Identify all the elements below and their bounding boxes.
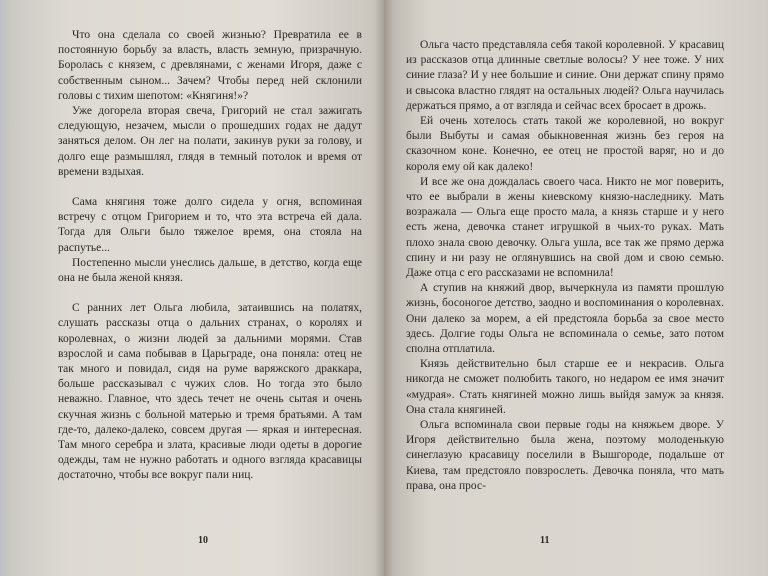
section-break (58, 180, 362, 195)
section-break (58, 286, 362, 301)
paragraph: Ольга часто представляла себя такой королевной. У красавиц из рассказов отца длинные светлые волосы? У нее тоже. У них синие глаза? И у нее большие и синие. Они держат спину прямо и свысока властно глядят на остальных людей? Ольга научилась держаться прямо, а от взгляда и сейчас всех бросает в дрожь. (406, 39, 724, 112)
book-gutter (374, 0, 394, 576)
paragraph: Уже догорела вторая свеча, Григорий не стал зажигать следующую, незачем, мысли о прошедших годах не дадут заняться делом. Он лег на полати, закинув руки за голову, и долго еще размышлял, глядя в темный потолок и время от времени вздыхая. (58, 105, 362, 178)
paragraph: Ольга вспоминала свои первые годы на княжьем дворе. У Игоря действительно была жена, поэтому молоденькую синеглазую красавицу поселили в Вышгороде, подальше от Киева, там предстояло повзрослеть. Девочка поняла, что мать права, она прос- (406, 419, 724, 492)
paragraph: Постепенно мысли унеслись дальше, в детство, когда еще она не была женой князя. (58, 256, 362, 285)
paragraph: И все же она дождалась своего часа. Никто не мог поверить, что ее выбрали в жены киевскому князю-наследнику. Мать возражала — Ольга еще просто мала, а князь старше и у него есть жена, девочка станет игрушкой в чьих-то руках. Мать плохо знала свою девочку. Ольга ушла, все так же прямо держа спину и ни разу не оглянувшись на свой дом и свою семью. Даже отца с его рассказами не вспомнила! (406, 175, 724, 280)
page-edge (0, 0, 10, 576)
paragraph: Что она сделала со своей жизнью? Превратила ее в постоянную борьбу за власть, власть земную, призрачную. Боролась с князем, с древлянами, с женами Игоря, даже с собственным сыном... Зачем? Чтобы перед ней склонили головы с тихим шепотом: «Княгиня!»? (58, 29, 362, 102)
right-page (384, 0, 768, 576)
paragraph: А ступив на княжий двор, вычеркнула из памяти прошлую жизнь, босоногое детство, заодно и воспоминания о королевнах. Они далеко за морем, а ей предстояла борьба за свое место здесь. Долгие годы Ольга не вспоминала о семье, зато потом сполна отплатила. (406, 282, 724, 356)
paragraph: Ей очень хотелось стать такой же королевной, но вокруг были Выбуты и самая обыкновенная жизнь без героя на сказочном коне. Конечно, ее отец не простой варяг, но и до короля ему ой как далеко! (406, 115, 724, 173)
page-number: 10 (198, 535, 208, 546)
paragraph: Князь действительно был старше ее и некрасив. Ольга никогда не сможет полюбить такого, но недаром ее имя значит «мудрая». Стать княгиней можно лишь выйдя замуж за князя. Она стала княгиней. (406, 358, 724, 416)
paragraph: С ранних лет Ольга любила, затаившись на полатях, слушать рассказы отца о дальних странах, о королях и королевнах, о жизни людей за дальними морями. Став взрослой и сама побывав в Царьграде, она поняла: отец не так много и повидал, сидя на руме варяжского драккара, больше рассказывал с чужих слов. Но тогда это было неважно. Главное, что здесь течет не очень сытая и очень скучная жизнь с больной матерью и тремя братьями. А там где-то, далеко-далеко, совсем другая — яркая и интересная. Там много серебра и злата, красивые люди одеты в дорогие одежды, там не нужно работать и одного взгляда красавицы достаточно, чтобы все вокруг пали ниц. (58, 302, 362, 482)
page-number: 11 (540, 535, 550, 546)
paragraph: Сама княгиня тоже долго сидела у огня, вспоминая встречу с отцом Григорием и то, что эта встреча ей дала. Тогда для Ольги было тяжелое время, она стояла на распутье... (58, 196, 362, 254)
